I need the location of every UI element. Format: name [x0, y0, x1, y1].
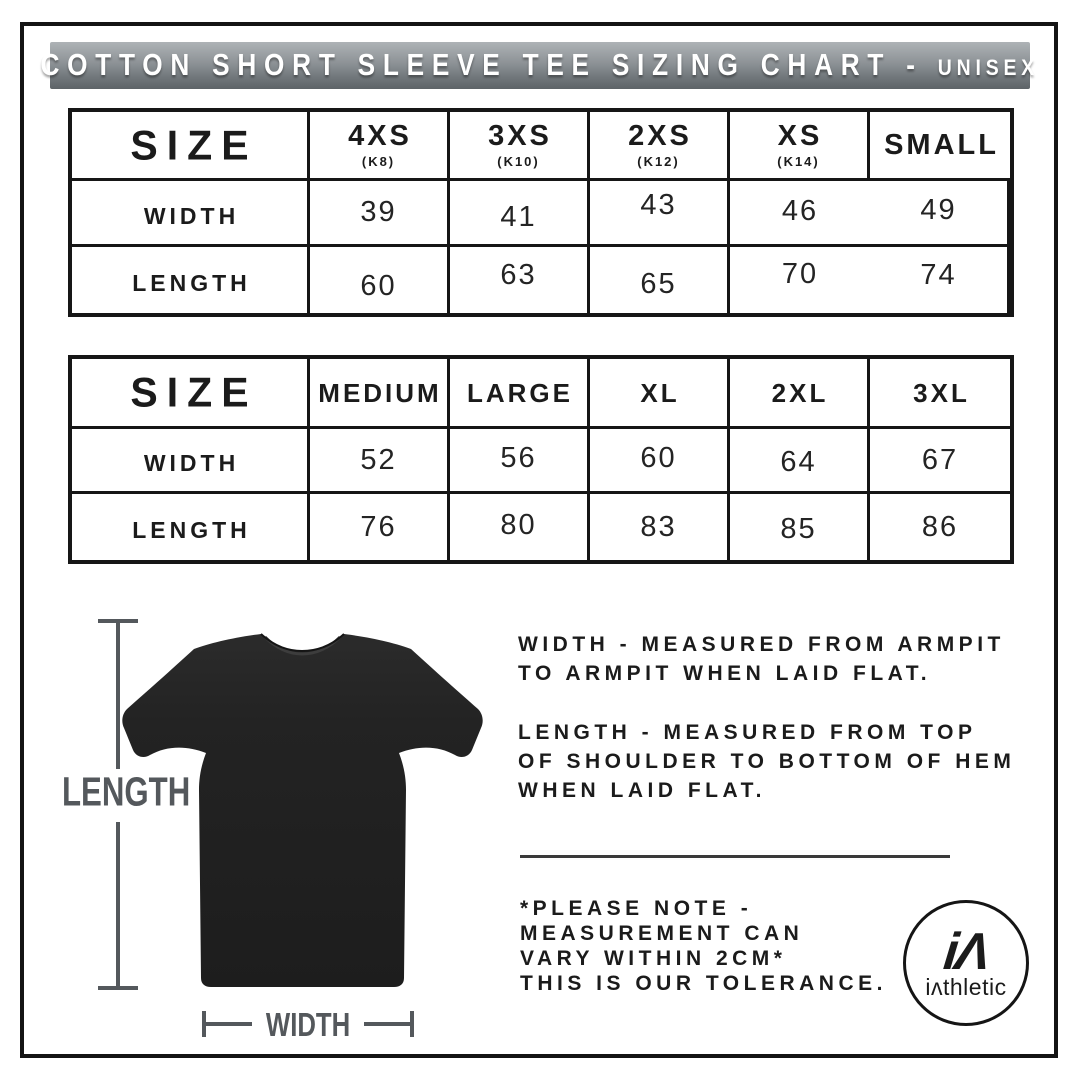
- tolerance-note-line: *PLEASE NOTE -: [520, 897, 753, 920]
- width-value-3xl: 67: [870, 429, 1010, 494]
- column-header-small: SMALL: [870, 112, 1010, 181]
- tolerance-note-line: THIS IS OUR TOLERANCE.: [520, 972, 887, 995]
- width-dimension-line-right: [364, 1022, 410, 1026]
- width-dimension-right-cap: [410, 1011, 414, 1037]
- length-value-3xl: 86: [921, 510, 959, 543]
- length-value-medium: 76: [310, 494, 450, 560]
- tolerance-note-line: VARY WITHIN 2CM*: [520, 947, 787, 970]
- width-value-2xl: 64: [730, 429, 870, 494]
- length-value-2xl: 85: [730, 494, 870, 560]
- column-header-3xl: 3XL: [870, 359, 1010, 429]
- width-value-xl: 60: [590, 429, 730, 494]
- column-header-large: LARGE: [450, 359, 590, 429]
- iathletic-monogram-icon: iΛ: [941, 922, 991, 981]
- length-definition: LENGTH - MEASURED FROM TOP OF SHOULDER TO BOTTOM OF HEM WHEN LAID FLAT.: [518, 721, 1016, 802]
- width-dimension-line-left: [206, 1022, 252, 1026]
- size-table-small-sizes: [68, 108, 1014, 317]
- length-value-large: 80: [450, 494, 590, 560]
- tolerance-note-line: MEASUREMENT CAN: [520, 922, 804, 945]
- measurement-notes: [518, 630, 1018, 805]
- row-header-length: length: [72, 494, 310, 560]
- width-value-3xs: 41: [450, 181, 590, 247]
- column-header-2xl: 2XL: [730, 359, 870, 429]
- width-value-xs: 46: [730, 181, 870, 247]
- length-value-xs: 70: [781, 257, 819, 290]
- column-header-3xs: 3XS (K10): [450, 112, 590, 181]
- tolerance-note: [520, 896, 940, 996]
- length-dimension-label: LENGTH: [62, 769, 191, 815]
- row-header-width: width: [72, 181, 310, 247]
- length-value-small: 74: [870, 247, 1010, 313]
- length-dimension-line-bottom: [116, 822, 120, 988]
- length-dimension-bottom-cap: [98, 986, 138, 990]
- width-dimension: [202, 1005, 414, 1043]
- column-header-medium: MEDIUM: [310, 359, 450, 429]
- width-definition: WIDTH - MEASURED FROM ARMPIT TO ARMPIT WHEN LAID FLAT.: [518, 633, 1005, 685]
- length-value-2xs: 65: [590, 247, 730, 313]
- length-value-3xs: 63: [450, 247, 590, 313]
- table-header-size: SIZE: [72, 359, 310, 429]
- iathletic-wordmark: iʌthletic: [925, 974, 1007, 1001]
- length-value-4xs: 60: [310, 247, 450, 313]
- width-value-large: 56: [450, 429, 590, 494]
- column-header-xs: XS (K14): [730, 112, 870, 181]
- width-value-4xs: 39: [310, 181, 450, 247]
- column-header-4xs: 4XS (K8): [310, 112, 450, 181]
- row-header-width: width: [72, 429, 310, 494]
- column-header-xl: XL: [590, 359, 730, 429]
- page-title-unisex: unisex: [937, 47, 1040, 83]
- width-value-small: 49: [870, 181, 1010, 247]
- size-table-large-sizes: [68, 355, 1014, 564]
- length-value-xl: 83: [590, 494, 730, 560]
- column-header-2xs: 2XS (K12): [590, 112, 730, 181]
- width-dimension-label: WIDTH: [265, 1005, 351, 1043]
- length-dimension-line-top: [116, 620, 120, 769]
- title-bar: [40, 42, 1040, 89]
- width-value-2xs: 43: [590, 181, 730, 247]
- page-title: [41, 47, 1040, 84]
- table-header-size: SIZE: [72, 112, 310, 181]
- iathletic-logo: [903, 900, 1029, 1026]
- page-title-text: COTTON SHORT SLEEVE TEE SIZING CHART -: [40, 48, 923, 82]
- width-value-medium: 52: [310, 429, 450, 494]
- row-header-length: length: [72, 247, 310, 313]
- note-divider-line: [520, 855, 950, 858]
